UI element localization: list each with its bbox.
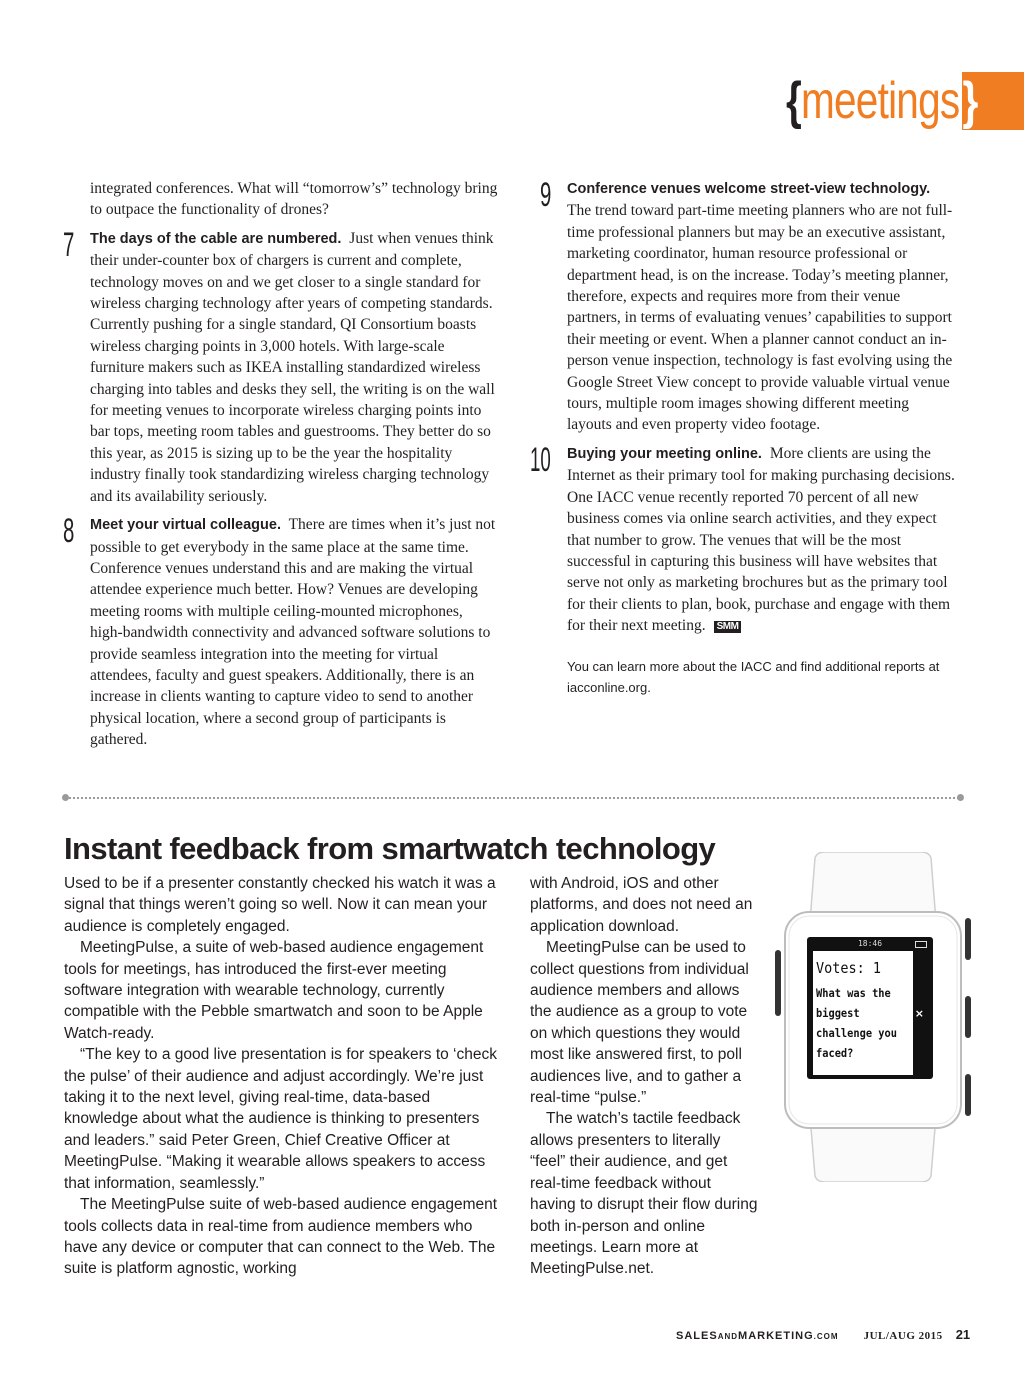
watch-screen xyxy=(807,937,933,1079)
page-footer xyxy=(676,1325,970,1347)
battery-icon xyxy=(915,941,927,948)
end-mark-logo: SMM xyxy=(714,621,742,633)
item-number: 10 xyxy=(530,440,551,479)
item-text: Just when venues think their under-counter box of chargers is current and complete, technology moves on and we get closer to a single standard for wireless charging technology after years of competing standards. Currently pushing for a single standard, QI Consortium boasts wireless charging points in 3,000 hotels. With large-scale furniture makers such as IKEA installing standardized wireless charging into tables and desks they sell, the writing is on the wall for meeting venues to incorporate wireless charging points into bar tops, meeting room tables and guestrooms. They better do so this year, as 2015 is sizing up to be the year the hospitality industry finally took standardizing wireless charging technology and its availability seriously. xyxy=(90,229,495,505)
list-item-10 xyxy=(530,440,956,637)
bracket-right: } xyxy=(962,72,978,130)
paragraph: The watch’s tactile feedback allows presenters to literally “feel” their audience, and get real-time feedback without having to disrupt their flow during both in-person and online meetings. Learn more at MeetingPulse.net. xyxy=(530,1110,758,1278)
section-label xyxy=(786,66,977,136)
item-number: 9 xyxy=(540,176,552,214)
item-lead: The days of the cable are numbered. xyxy=(90,230,342,247)
sidebar-column-2 xyxy=(530,873,758,1280)
item-lead: Meet your virtual colleague. xyxy=(90,517,281,534)
item-text: More clients are using the Internet as their primary tool for making purchasing decisions. One IACC venue recently reported 70 percent of all new business comes via online search activities, and they expect that number to grow. The venues that will be the most successful in capturing this business will have websites that serve not only as marketing brochures but as the primary tool for their clients to plan, book, purchase and engage with them for their next meeting. xyxy=(567,444,955,635)
watch-display xyxy=(813,951,927,1075)
publication-name xyxy=(676,1330,839,1342)
poll-question: What was the biggest challenge you faced? xyxy=(816,986,898,1060)
iacc-note: You can learn more about the IACC and find additional reports at iacconline.org. xyxy=(567,658,940,695)
sidebar-title: Instant feedback from smartwatch technology xyxy=(64,831,716,866)
list-item-7 xyxy=(63,225,499,507)
divider-dot-right xyxy=(957,794,964,801)
paragraph: with Android, iOS and other platforms, and does not need an application download. xyxy=(530,875,753,935)
item-text: The trend toward part-time meeting planners who are not full-time professional planners but may be an executive assistant, marketing coordinator, human resource professional or department head, is on the increase. Today’s meeting planner, therefore, expects and requires more from their venue partners, in terms of evaluating venues’ capabilities to support their meeting or event. When a planner cannot conduct an in-person venue inspection, technology is fast evolving using the Google Street View concept to provide valuable virtual venue tours, multiple room images showing different meeting layouts and even property video footage. xyxy=(567,202,953,434)
section-name: meetings xyxy=(801,72,960,130)
list-item-8 xyxy=(63,514,499,750)
pub-sales: SALES xyxy=(676,1330,718,1342)
right-column xyxy=(530,176,956,698)
list-item-9 xyxy=(540,178,956,436)
issue-date: JUL/AUG 2015 xyxy=(863,1330,943,1342)
pub-marketing: MARKETING xyxy=(738,1330,814,1342)
left-column xyxy=(63,178,499,751)
action-bar xyxy=(913,951,927,1075)
watch-time: 18:46 xyxy=(857,939,883,948)
close-icon: × xyxy=(914,1007,924,1020)
pub-and: AND xyxy=(717,1332,739,1341)
paragraph: MeetingPulse, a suite of web-based audience engagement tools for meetings, has introduced the first-ever meeting software integration with wearable technology, currently compatible with the Pebble smartwatch and soon to be Apple Watch-ready. xyxy=(64,939,484,1042)
item-number: 8 xyxy=(63,512,75,551)
paragraph: MeetingPulse can be used to collect questions from individual audience members and allows the audience as a group to vote on which questions they would most like answered first, to poll audiences live, and to gather a real-time “pulse.” xyxy=(530,939,749,1107)
sidebar-column-1 xyxy=(64,873,504,1280)
paragraph: The MeetingPulse suite of web-based audience engagement tools collects data in real-time from audience members who have any device or computer that can connect to the Web. The suite is platform agnostic, working xyxy=(64,1196,498,1278)
item-text: There are times when it’s just not possible to get everybody in the same place at the same time. Conference venues understand this and are making the virtual attendee experience much better. How? Venues are developing meeting rooms with multiple ceiling-mounted microphones, high-bandwidth connectivity and advanced software solutions to provide seamless integration into the meeting for virtual attendees, faculty and guest speakers. Additionally, there is an increase in clients wanting to capture video to send to another physical location, where a second group of participants is gathered. xyxy=(90,516,496,749)
item-lead: Buying your meeting online. xyxy=(567,445,762,462)
pub-com: .COM xyxy=(813,1332,839,1341)
paragraph: Used to be if a presenter constantly checked his watch it was a signal that things weren’t going so well. Now it can mean your audience is completely engaged. xyxy=(64,875,496,935)
votes-count: Votes: 1 xyxy=(816,959,882,977)
item-lead: Conference venues welcome street-view technology. xyxy=(567,181,931,197)
bracket-left: { xyxy=(786,72,802,130)
intro-paragraph: integrated conferences. What will “tomorrow’s” technology bring to outpace the functionality of drones? xyxy=(90,180,498,219)
paragraph: “The key to a good live presentation is for speakers to ‘check the pulse’ of their audience and adjust accordingly. We’re just taking it to the next level, giving real-time, data-based knowledge about what the audience is thinking to presenters and leaders.” said Peter Green, Chief Creative Officer at MeetingPulse. “Making it wearable allows speakers to access that information, seamlessly.” xyxy=(64,1046,497,1192)
section-divider xyxy=(66,797,962,799)
page-number: 21 xyxy=(955,1327,971,1342)
item-number: 7 xyxy=(63,225,75,264)
